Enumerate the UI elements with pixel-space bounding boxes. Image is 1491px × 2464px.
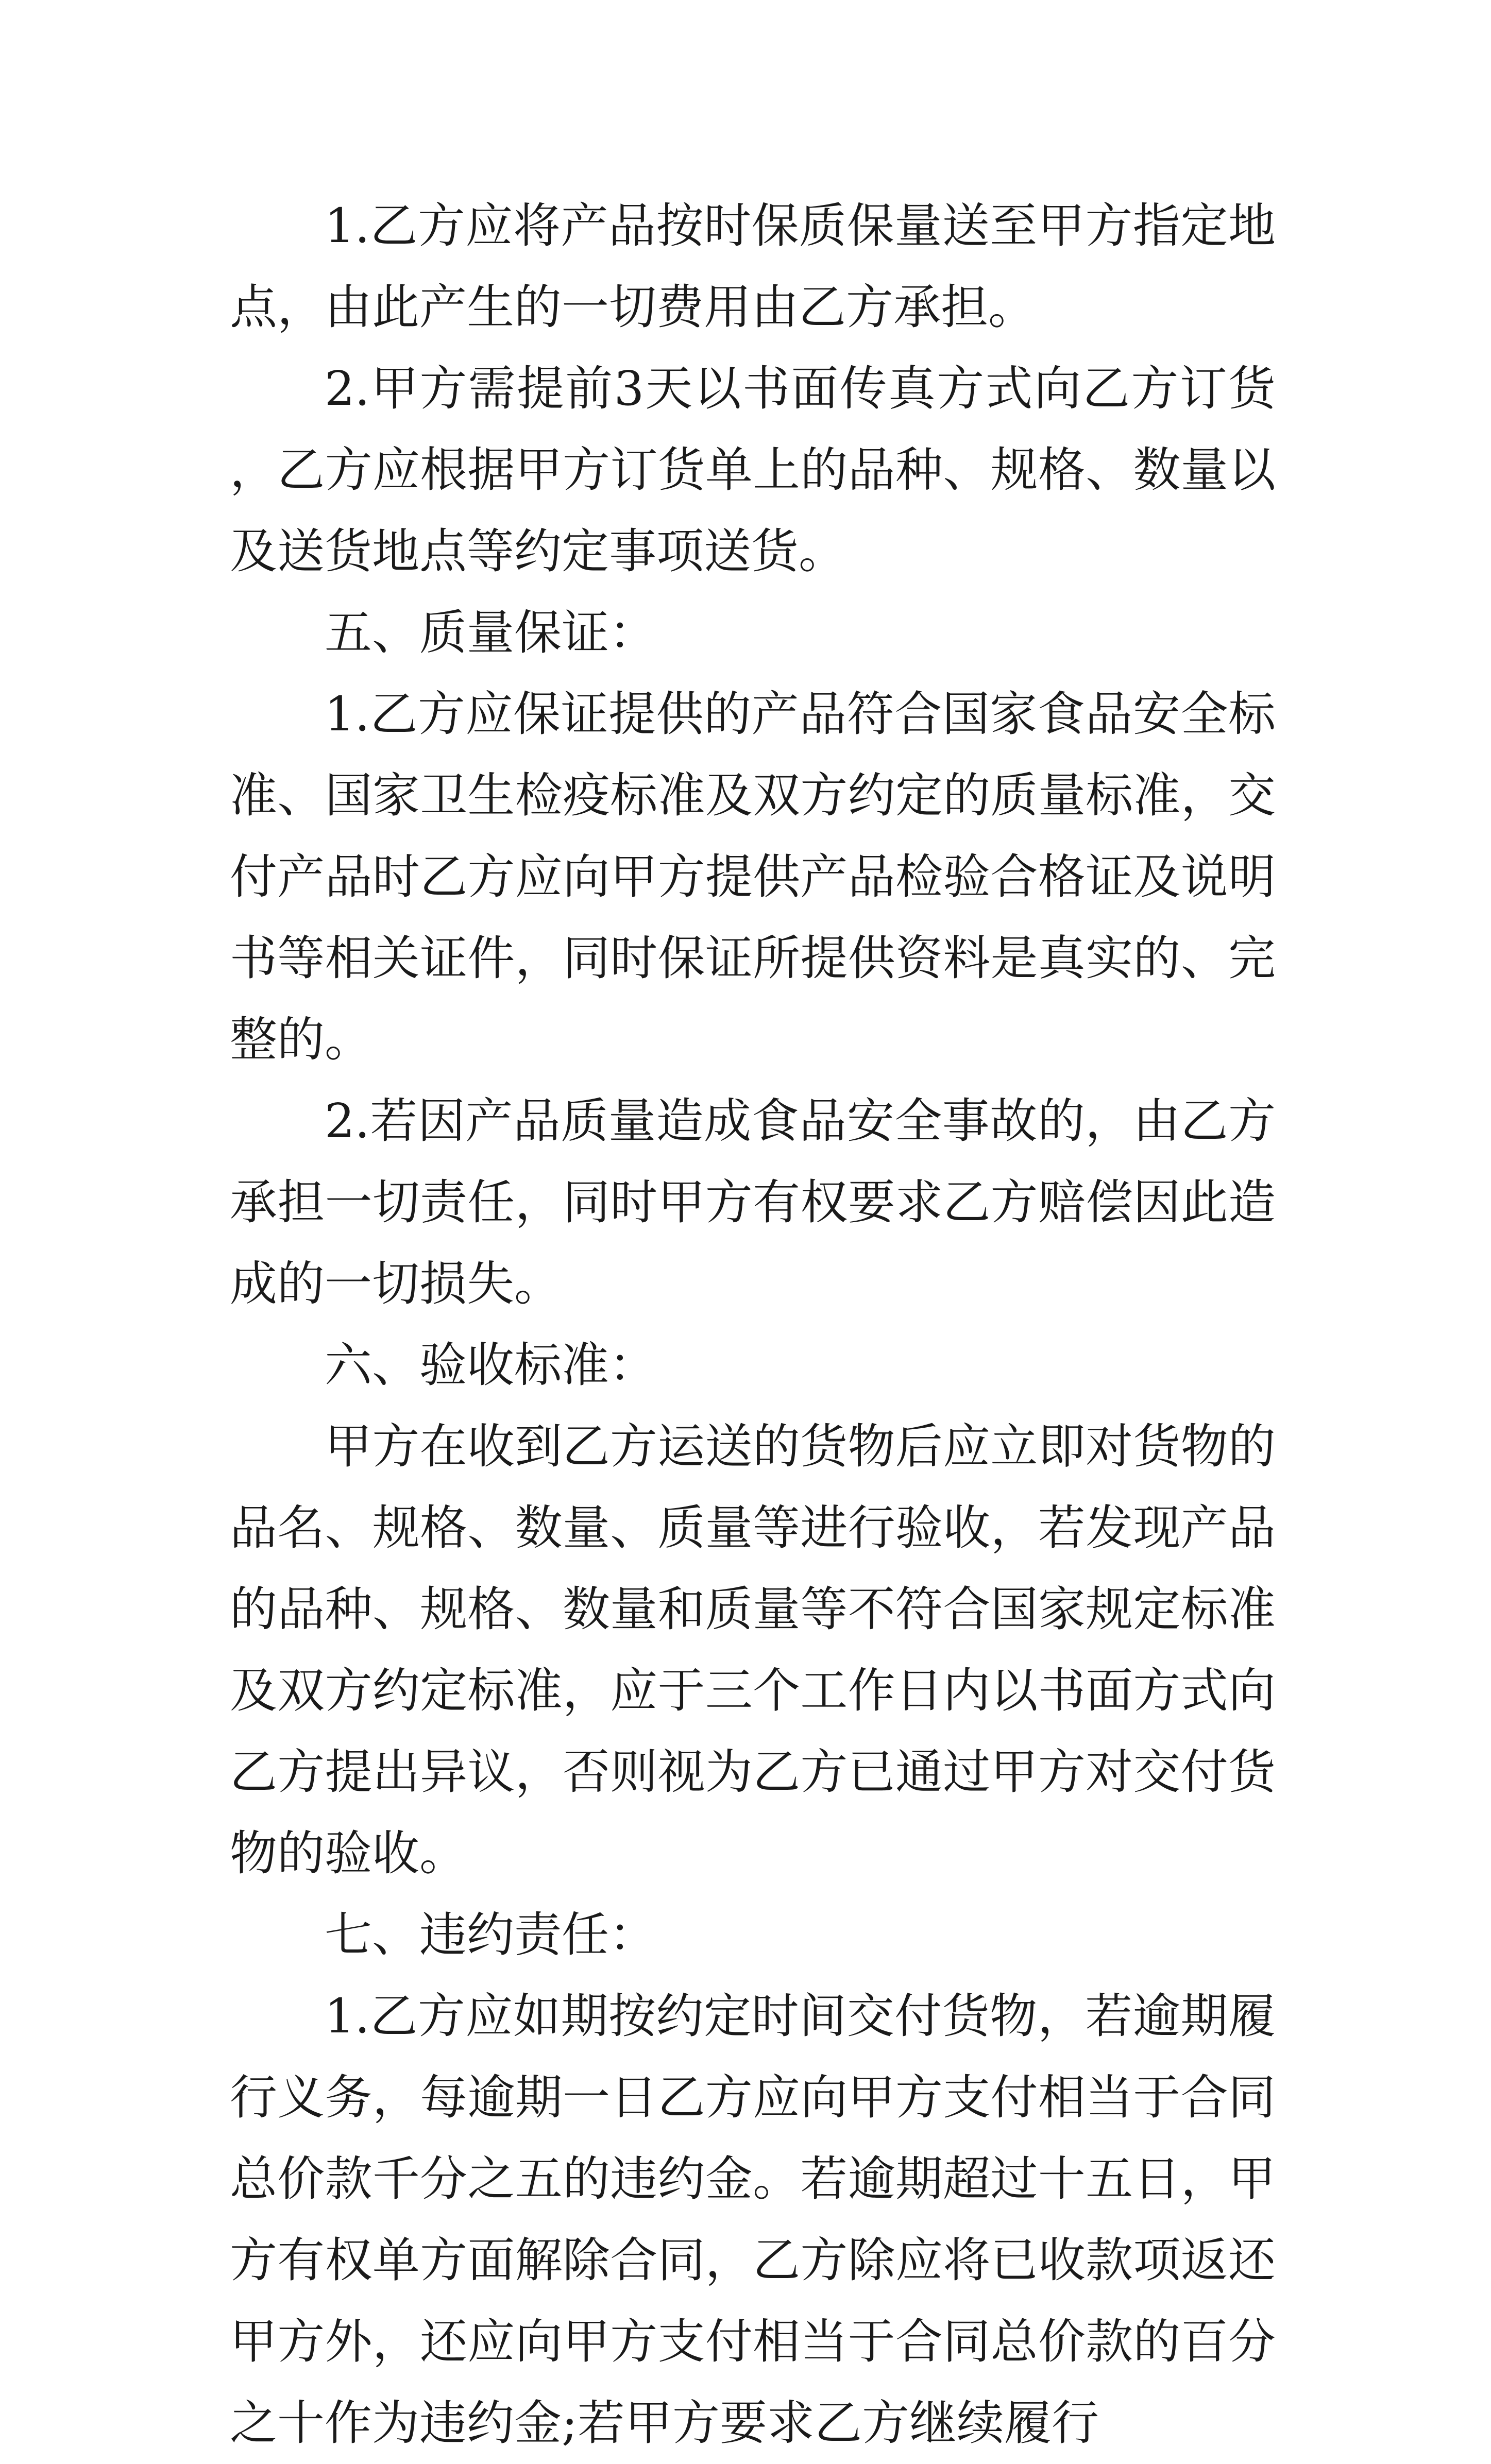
section-heading-breach: 七、违约责任： [325, 1907, 657, 1962]
clause-delivery-cost: 1.乙方应将产品按时保质保量送至甲方指定地点，由此产生的一切费用由乙方承担。 [230, 198, 1276, 335]
clause-quality-standards: 1.乙方应保证提供的产品符合国家食品安全标准、国家卫生检疫标准及双方约定的质量标准，交付产品时乙方应向甲方提供产品检验合格证及说明书等相关证件，同时保证所提供资料是真实的、完整的。 [230, 687, 1276, 1067]
document-body [230, 185, 1276, 2464]
section-heading-acceptance: 六、验收标准： [325, 1338, 657, 1393]
clause-acceptance: 甲方在收到乙方运送的货物后应立即对货物的品名、规格、数量、质量等进行验收，若发现产品的品种、规格、数量和质量等不符合国家规定标准及双方约定标准，应于三个工作日内以书面方式向乙方提出异议，否则视为乙方已通过甲方对交付货物的验收。 [230, 1419, 1276, 1881]
clause-late-delivery: 1.乙方应如期按约定时间交付货物，若逾期履行义务，每逾期一日乙方应向甲方支付相当于合同总价款千分之五的违约金。若逾期超过十五日，甲方有权单方面解除合同，乙方除应将已收款项返还甲方外，还应向甲方支付相当于合同总价款的百分之十作为违约金;若甲方要求乙方继续履行 [230, 1989, 1276, 2451]
clause-quality-liability: 2.若因产品质量造成食品安全事故的，由乙方承担一切责任，同时甲方有权要求乙方赔偿因此造成的一切损失。 [230, 1093, 1276, 1311]
clause-ordering: 2.甲方需提前3天以书面传真方式向乙方订货，乙方应根据甲方订货单上的品种、规格、数量以及送货地点等约定事项送货。 [230, 361, 1276, 579]
section-heading-quality: 五、质量保证： [325, 605, 657, 660]
